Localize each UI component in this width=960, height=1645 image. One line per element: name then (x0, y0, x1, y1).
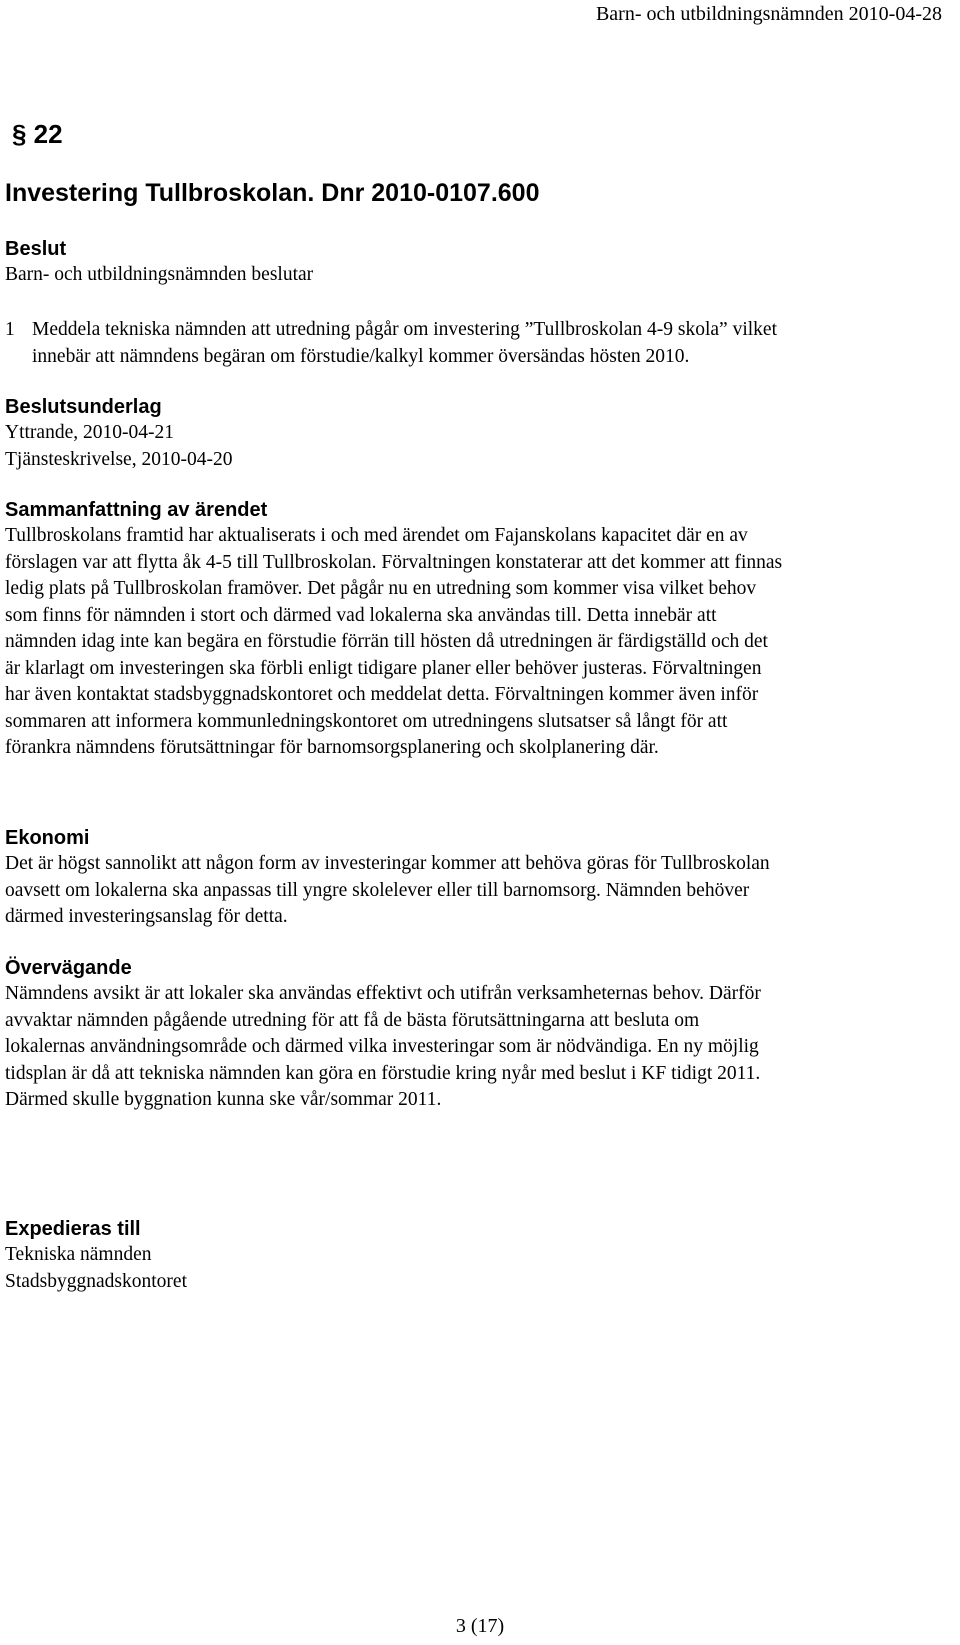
beslut-item-line: Meddela tekniska nämnden att utredning pågår om investering ”Tullbroskolan 4-9 skola” vilket (32, 319, 777, 340)
page-number: 3 (17) (455, 1615, 505, 1637)
overvagande-line: lokalernas användningsområde och därmed vilka investeringar som är nödvändiga. En ny möjlig (5, 1036, 759, 1057)
ekonomi-line: därmed investeringsanslag för detta. (5, 906, 288, 927)
page-title: Investering Tullbroskolan. Dnr 2010-0107.600 (5, 179, 540, 207)
overvagande-line: tidsplan är då att tekniska nämnden kan göra en förstudie kring nyår med beslut i KF tidigt 2011. (5, 1062, 761, 1084)
document-header: Barn- och utbildningsnämnden 2010-04-28 (595, 3, 942, 25)
beslutsunderlag-item: Yttrande, 2010-04-21 (5, 422, 174, 443)
overvagande-line: Nämndens avsikt är att lokaler ska användas effektivt och utifrån verksamheternas behov. Därför (5, 983, 761, 1004)
overvagande-line: Därmed skulle byggnation kunna ske vår/sommar 2011. (5, 1089, 442, 1110)
sammanfattning-line: som finns för nämnden i stort och därmed vad lokalerna ska användas till. Detta innebär att (5, 604, 717, 626)
beslutsunderlag-item: Tjänsteskrivelse, 2010-04-20 (5, 448, 233, 470)
sammanfattning-line: Tullbroskolans framtid har aktualiserats i och med ärendet om Fajanskolans kapacitet där en av (5, 525, 748, 546)
expedieras-item: Stadsbyggnadskontoret (5, 1270, 187, 1292)
beslut-intro: Barn- och utbildningsnämnden beslutar (5, 264, 314, 285)
beslut-item-line: innebär att nämndens begäran om förstudie/kalkyl kommer översändas hösten 2010. (32, 345, 690, 367)
ekonomi-heading: Ekonomi (5, 827, 90, 849)
sammanfattning-line: ledig plats på Tullbroskolan framöver. Det pågår nu en utredning som kommer visa vilket behov (5, 578, 757, 599)
sammanfattning-line: är klarlagt om investeringen ska förbli enligt tidigare planer eller behöver justeras. Förvaltningen (5, 657, 762, 679)
sammanfattning-text (5, 523, 782, 762)
sammanfattning-line: nämnden idag inte kan begära en förstudie förrän till hösten då utredningen är färdigställd och det (5, 631, 768, 652)
sammanfattning-line: har även kontaktat stadsbyggnadskontoret och meddelat detta. Förvaltningen kommer även inför (5, 684, 759, 705)
expedieras-list (5, 1242, 187, 1295)
overvagande-heading: Övervägande (5, 957, 132, 979)
beslutsunderlag-list (5, 420, 232, 473)
expedieras-heading: Expedieras till (5, 1218, 141, 1240)
ekonomi-line: oavsett om lokalerna ska anpassas till yngre skolelever eller till barnomsorg. Nämnden behöver (5, 879, 750, 901)
beslut-item-number: 1 (5, 319, 15, 340)
overvagande-line: avvaktar nämnden pågående utredning för att få de bästa förutsättningarna att besluta om (5, 1009, 700, 1031)
overvagande-text (5, 981, 761, 1114)
ekonomi-line: Det är högst sannolikt att någon form av investeringar kommer att behöva göras för Tullbroskolan (5, 853, 770, 874)
beslut-heading: Beslut (5, 238, 67, 260)
sammanfattning-heading: Sammanfattning av ärendet (5, 499, 268, 521)
sammanfattning-line: förslagen var att flytta åk 4-5 till Tullbroskolan. Förvaltningen konstaterar att det kommer att finnas (5, 551, 783, 573)
paragraph-number: § 22 (12, 119, 63, 149)
beslutsunderlag-heading: Beslutsunderlag (5, 396, 162, 418)
sammanfattning-line: sommaren att informera kommunledningskontoret om utredningens slutsatser så långt för att (5, 710, 728, 732)
ekonomi-text (5, 851, 770, 931)
sammanfattning-line: förankra nämndens förutsättningar för barnomsorgsplanering och skolplanering där. (5, 737, 659, 758)
expedieras-item: Tekniska nämnden (5, 1244, 152, 1265)
beslut-item-text (32, 317, 777, 370)
